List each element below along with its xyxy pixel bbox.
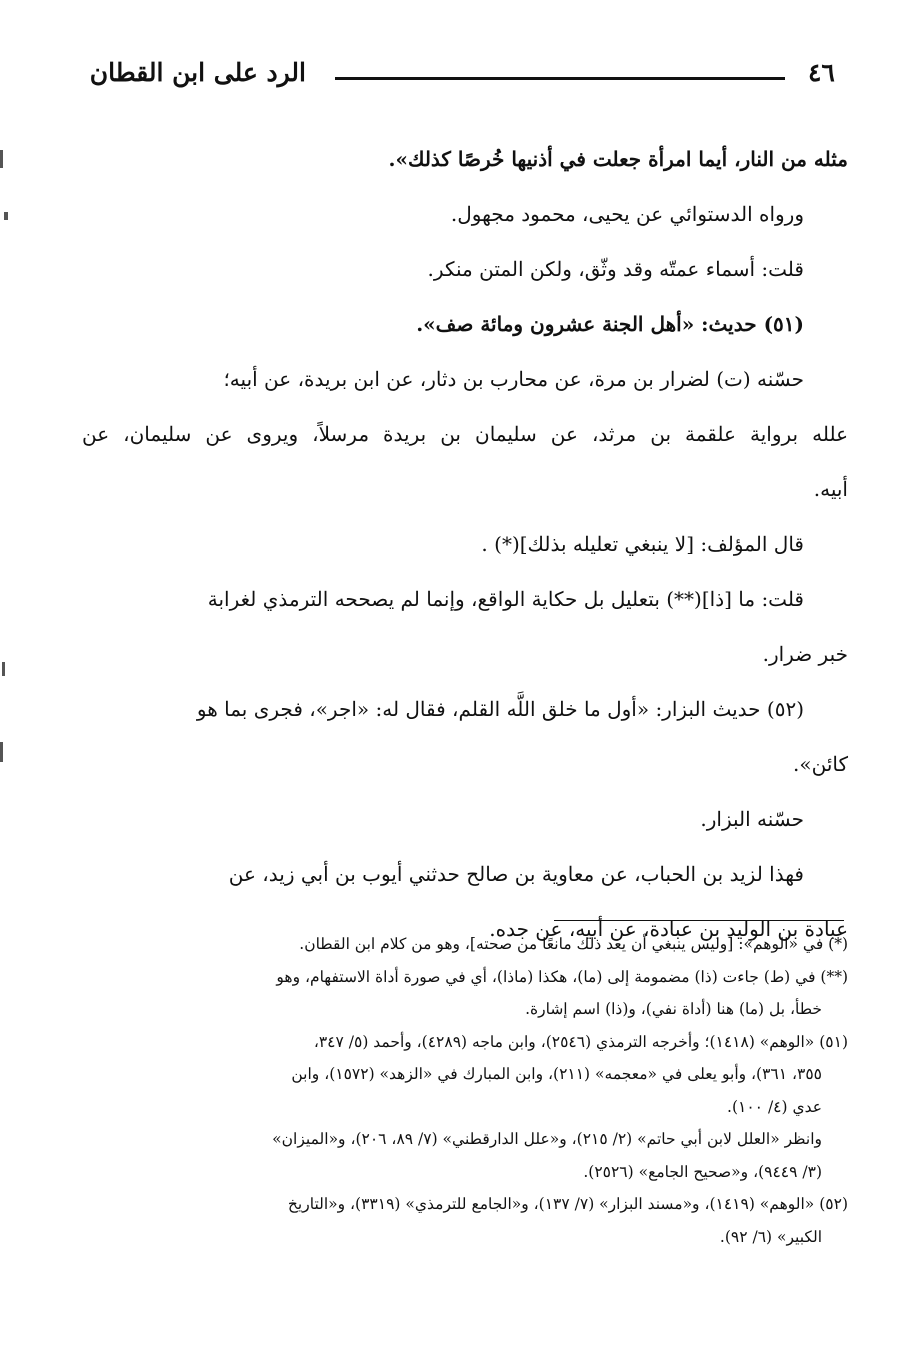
footnote-line: خطأ، بل (ما) هنا (أداة نفي)، و(ذا) اسم إشارة. [525, 1000, 822, 1018]
footnote-line: الكبير» (٦/ ٩٢). [719, 1227, 822, 1246]
footnotes [82, 928, 848, 1253]
text-line: حسّنه البزار. [700, 807, 804, 831]
text-line: ورواه الدستوائي عن يحيى، محمود مجهول. [450, 202, 804, 226]
running-title: الرد على ابن القطان [89, 58, 306, 87]
header-rule [335, 77, 785, 80]
footnote-line: (٣/ ٩٤٤٩)، و«صحيح الجامع» (٢٥٢٦). [583, 1162, 822, 1181]
text-line: أبيه. [813, 477, 848, 501]
footnote-line: (٥٢) «الوهم» (١٤١٩)، و«مسند البزار» (٧/ ١٣٧)، و«الجامع للترمذي» (٣٣١٩)، و«التاريخ [287, 1195, 848, 1213]
footnote-line: ٣٥٥، ٣٦١)، وأبو يعلى في «معجمه» (٢١١)، وابن المبارك في «الزهد» (١٥٧٢)، وابن [291, 1065, 822, 1083]
scan-margin-mark [2, 662, 5, 676]
text-line: عبادة بن الوليد بن عبادة، عن أبيه، عن جده. [489, 917, 848, 941]
hadith-heading-51: (٥١) حديث: «أهل الجنة عشرون ومائة صف». [416, 312, 804, 336]
footnote-separator [554, 920, 844, 921]
text-line: كائن». [793, 752, 848, 776]
text-line: علله برواية علقمة بن مرثد، عن سليمان بن بريدة مرسلاً، ويروى عن سليمان، عن [82, 422, 848, 446]
text-line: قلت: ما [ذا](**) بتعليل بل حكاية الواقع، وإنما لم يصححه الترمذي لغرابة [207, 587, 804, 611]
text-line: فهذا لزيد بن الحباب، عن معاوية بن صالح حدثني أيوب بن أبي زيد، عن [228, 862, 804, 886]
footnote-line: وانظر «العلل لابن أبي حاتم» (٢/ ٢١٥)، و«علل الدارقطني» (٧/ ٨٩، ٢٠٦)، و«الميزان» [272, 1130, 822, 1148]
page-number: ٤٦ [808, 58, 835, 87]
hadith-heading-52: (٥٢) حديث البزار: «أول ما خلق اللَّه القلم، فقال له: «اجر»، فجرى بما هو [196, 697, 804, 721]
footnote-line: (٥١) «الوهم» (١٤١٨)؛ وأخرجه الترمذي (٢٥٤٦)، وابن ماجه (٤٢٨٩)، وأحمد (٥/ ٣٤٧، [313, 1032, 848, 1051]
footnote-line: (*) في «الوهم»: [وليس ينبغي أن يعد ذلك مانعًا من صحته]، وهو من كلام ابن القطان. [299, 935, 848, 953]
footnote-line: عدي (٤/ ١٠٠). [727, 1097, 822, 1116]
text-line: خبر ضرار. [762, 642, 848, 666]
main-text [82, 132, 848, 957]
scan-margin-mark [4, 212, 8, 220]
text-line: قلت: أسماء عمتّه وقد وثّق، ولكن المتن منكر. [427, 257, 804, 281]
text-line: حسّنه (ت) لضرار بن مرة، عن محارب بن دثار، عن ابن بريدة، عن أبيه؛ [223, 367, 804, 391]
text-line: قال المؤلف: [لا ينبغي تعليله بذلك](*) . [481, 532, 804, 556]
footnote-line: (**) في (ط) جاءت (ذا) مضمومة إلى (ما)، هكذا (ماذا)، أي في صورة أداة الاستفهام، وهو [276, 967, 848, 986]
text-line: مثله من النار، أيما امرأة جعلت في أذنيها خُرصًا كذلك». [388, 147, 848, 171]
scan-margin-mark [0, 742, 3, 762]
scan-margin-mark [0, 150, 3, 168]
